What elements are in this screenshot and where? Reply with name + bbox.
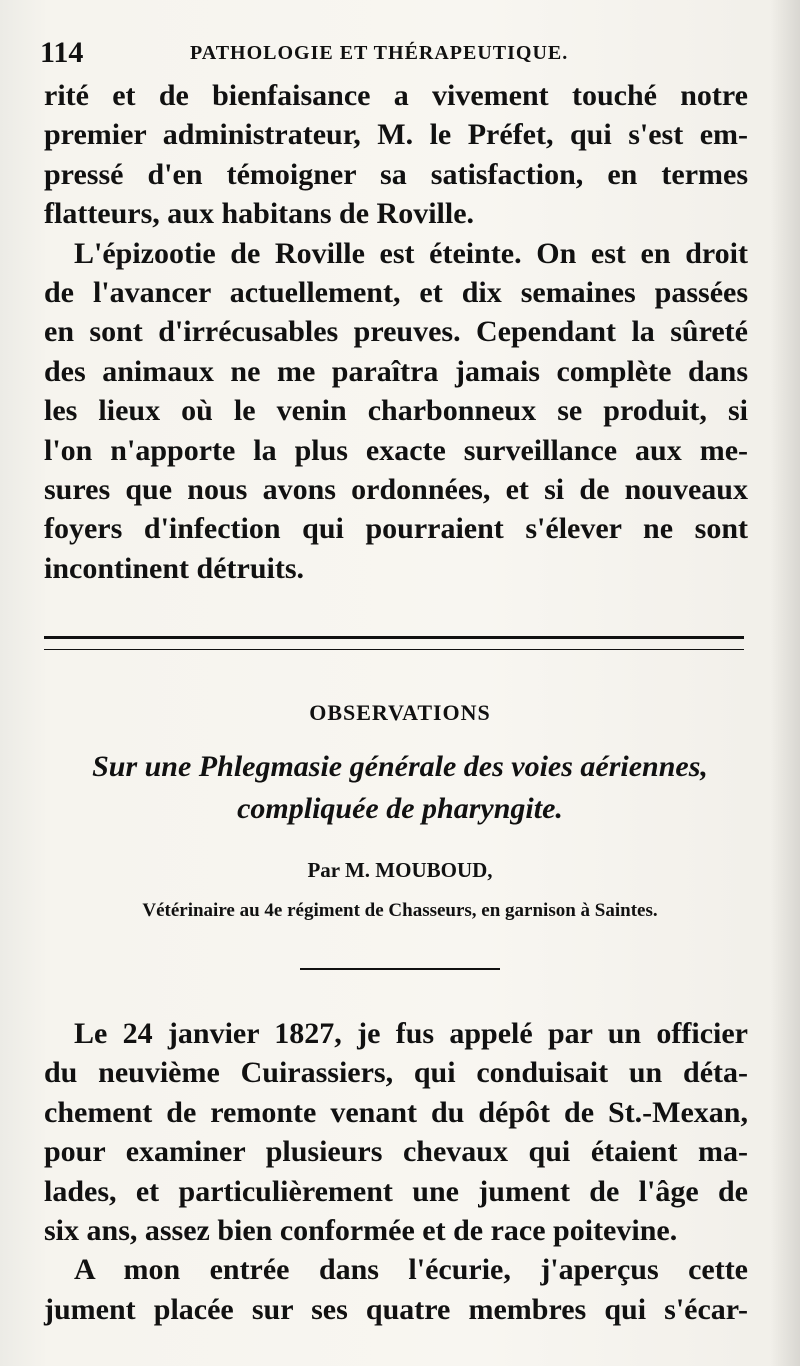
text-line: Le 24 janvier 1827, je fus appelé par un officier <box>74 1017 748 1050</box>
text-line: pour examiner plusieurs chevaux qui étaient ma- <box>44 1135 748 1169</box>
section-divider <box>44 636 744 650</box>
text-line: foyers d'infection qui pourraient s'élever ne sont <box>44 512 748 546</box>
text-line: en sont d'irrécusables preuves. Cependant la sûreté <box>44 315 748 349</box>
text-line: incontinent détruits. <box>44 551 305 585</box>
text-line: chement de remonte venant du dépôt de St.-Mexan, <box>44 1095 748 1129</box>
text-line: les lieux où le venin charbonneux se produit, si <box>44 394 748 428</box>
text-line: flatteurs, aux habitans de Roville. <box>44 197 475 231</box>
page-number: 114 <box>40 36 84 69</box>
short-divider <box>300 968 500 970</box>
text-line: sures que nous avons ordonnées, et si de nouveaux <box>44 473 748 507</box>
article-title: OBSERVATIONS <box>309 700 491 725</box>
running-header <box>40 36 760 70</box>
author-affiliation: Vétérinaire au 4e régiment de Chasseurs, en garnison à Saintes. <box>142 900 658 921</box>
text-line: jument placée sur ses quatre membres qui s'écar- <box>44 1292 748 1326</box>
text-line: lades, et particulièrement une jument de l'âge de <box>44 1174 748 1208</box>
text-line: pressé d'en témoigner sa satisfaction, en termes <box>44 157 748 191</box>
page-edge-shadow <box>770 0 800 1366</box>
text-line: l'on n'apporte la plus exacte surveillance aux me- <box>44 433 748 467</box>
text-line: A mon entrée dans l'écurie, j'aperçus cette <box>74 1253 748 1287</box>
article-body <box>44 1014 748 1329</box>
text-line: six ans, assez bien conformée et de race poitevine. <box>44 1214 678 1248</box>
article-author: Par M. MOUBOUD, <box>307 858 493 882</box>
article-subtitle: compliquée de pharyngite. <box>237 792 563 825</box>
text-line: rité et de bienfaisance a vivement touché notre <box>44 79 748 112</box>
text-line: de l'avancer actuellement, et dix semaines passées <box>44 276 748 310</box>
text-line: L'épizootie de Roville est éteinte. On est en droit <box>74 236 748 270</box>
preceding-text <box>44 76 748 588</box>
text-line: premier administrateur, M. le Préfet, qui s'est em- <box>44 118 748 152</box>
running-title: PATHOLOGIE ET THÉRAPEUTIQUE. <box>190 42 569 64</box>
article-subtitle: Sur une Phlegmasie générale des voies aériennes, <box>92 750 708 783</box>
text-line: du neuvième Cuirassiers, qui conduisait un déta- <box>44 1056 748 1090</box>
text-line: des animaux ne me paraîtra jamais complète dans <box>44 354 748 388</box>
